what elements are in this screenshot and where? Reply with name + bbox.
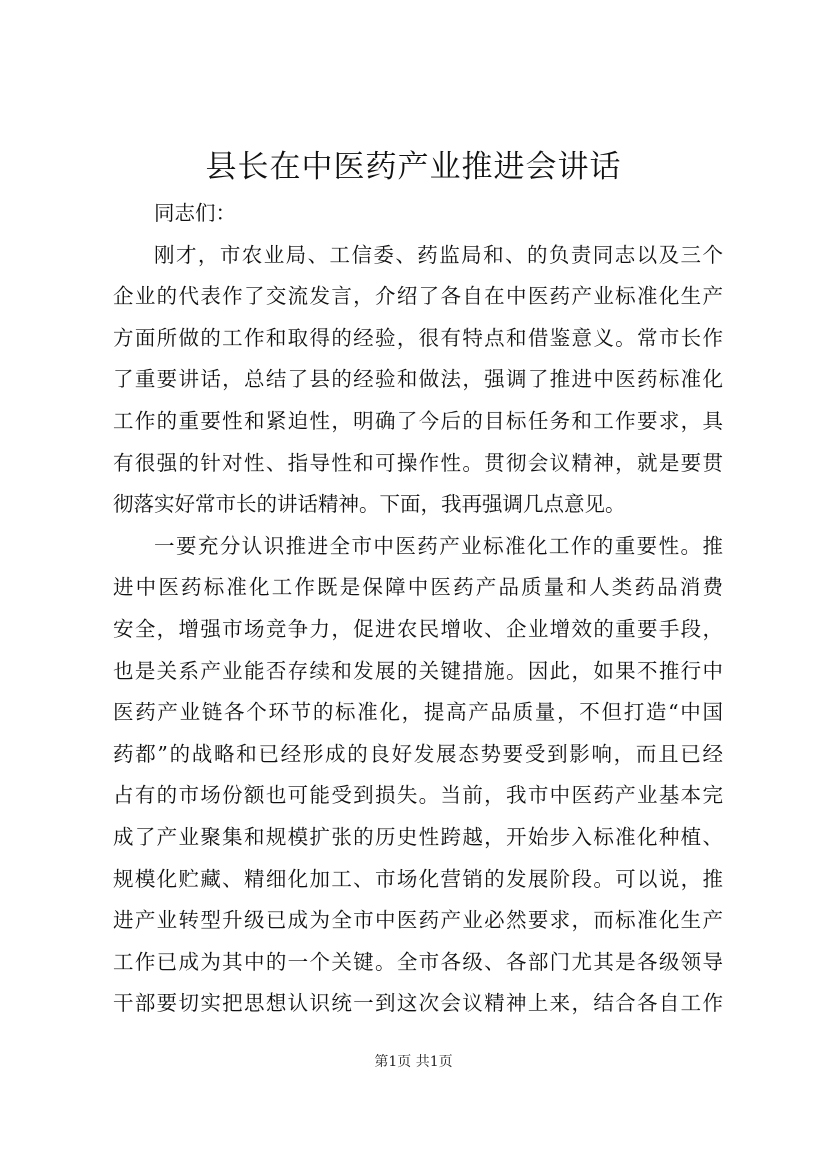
- body-line: 刚才，市农业局、工信委、药监局和、的负责同志以及三个: [154, 242, 723, 267]
- body-line: 干部要切实把思想认识统一到这次会议精神上来，结合各自工作: [113, 991, 723, 1016]
- body-line: 药都”的战略和已经形成的良好发展态势要受到影响，而且已经: [113, 741, 723, 766]
- body-line: 医药产业链各个环节的标准化，提高产品质量，不但打造“中国: [113, 700, 723, 725]
- body-line: 进产业转型升级已成为全市中医药产业必然要求，而标准化生产: [113, 908, 723, 933]
- body-line: 方面所做的工作和取得的经验，很有特点和借鉴意义。常市长作: [113, 325, 723, 350]
- document-body: [113, 193, 723, 1025]
- page-number: 第1页 共1页: [374, 1054, 453, 1070]
- page-footer: [0, 1052, 827, 1072]
- salutation-line: 同志们：: [154, 201, 236, 225]
- body-line: 占有的市场份额也可能受到损失。当前，我市中医药产业基本完: [113, 783, 723, 808]
- body-line: 了重要讲话，总结了县的经验和做法，强调了推进中医药标准化: [113, 367, 723, 392]
- body-line: 企业的代表作了交流发言，介绍了各自在中医药产业标准化生产: [113, 284, 723, 309]
- document-title: 县长在中医药产业推进会讲话: [205, 149, 622, 185]
- body-line: 工作的重要性和紧迫性，明确了今后的目标任务和工作要求，具: [113, 408, 723, 433]
- body-line: 彻落实好常市长的讲话精神。下面，我再强调几点意见。: [113, 492, 626, 517]
- body-line: 规模化贮藏、精细化加工、市场化营销的发展阶段。可以说，推: [113, 866, 723, 891]
- body-line: 成了产业聚集和规模扩张的历史性跨越，开始步入标准化种植、: [113, 824, 723, 849]
- body-line: 进中医药标准化工作既是保障中医药产品质量和人类药品消费: [113, 575, 723, 600]
- body-line: 安全，增强市场竞争力，促进农民增收、企业增效的重要手段，: [113, 616, 723, 641]
- body-line: 也是关系产业能否存续和发展的关键措施。因此，如果不推行中: [113, 658, 723, 683]
- body-line: 有很强的针对性、指导性和可操作性。贯彻会议精神，就是要贯: [113, 450, 723, 475]
- body-line: 一要充分认识推进全市中医药产业标准化工作的重要性。推: [154, 533, 723, 558]
- body-line: 工作已成为其中的一个关键。全市各级、各部门尤其是各级领导: [113, 949, 723, 974]
